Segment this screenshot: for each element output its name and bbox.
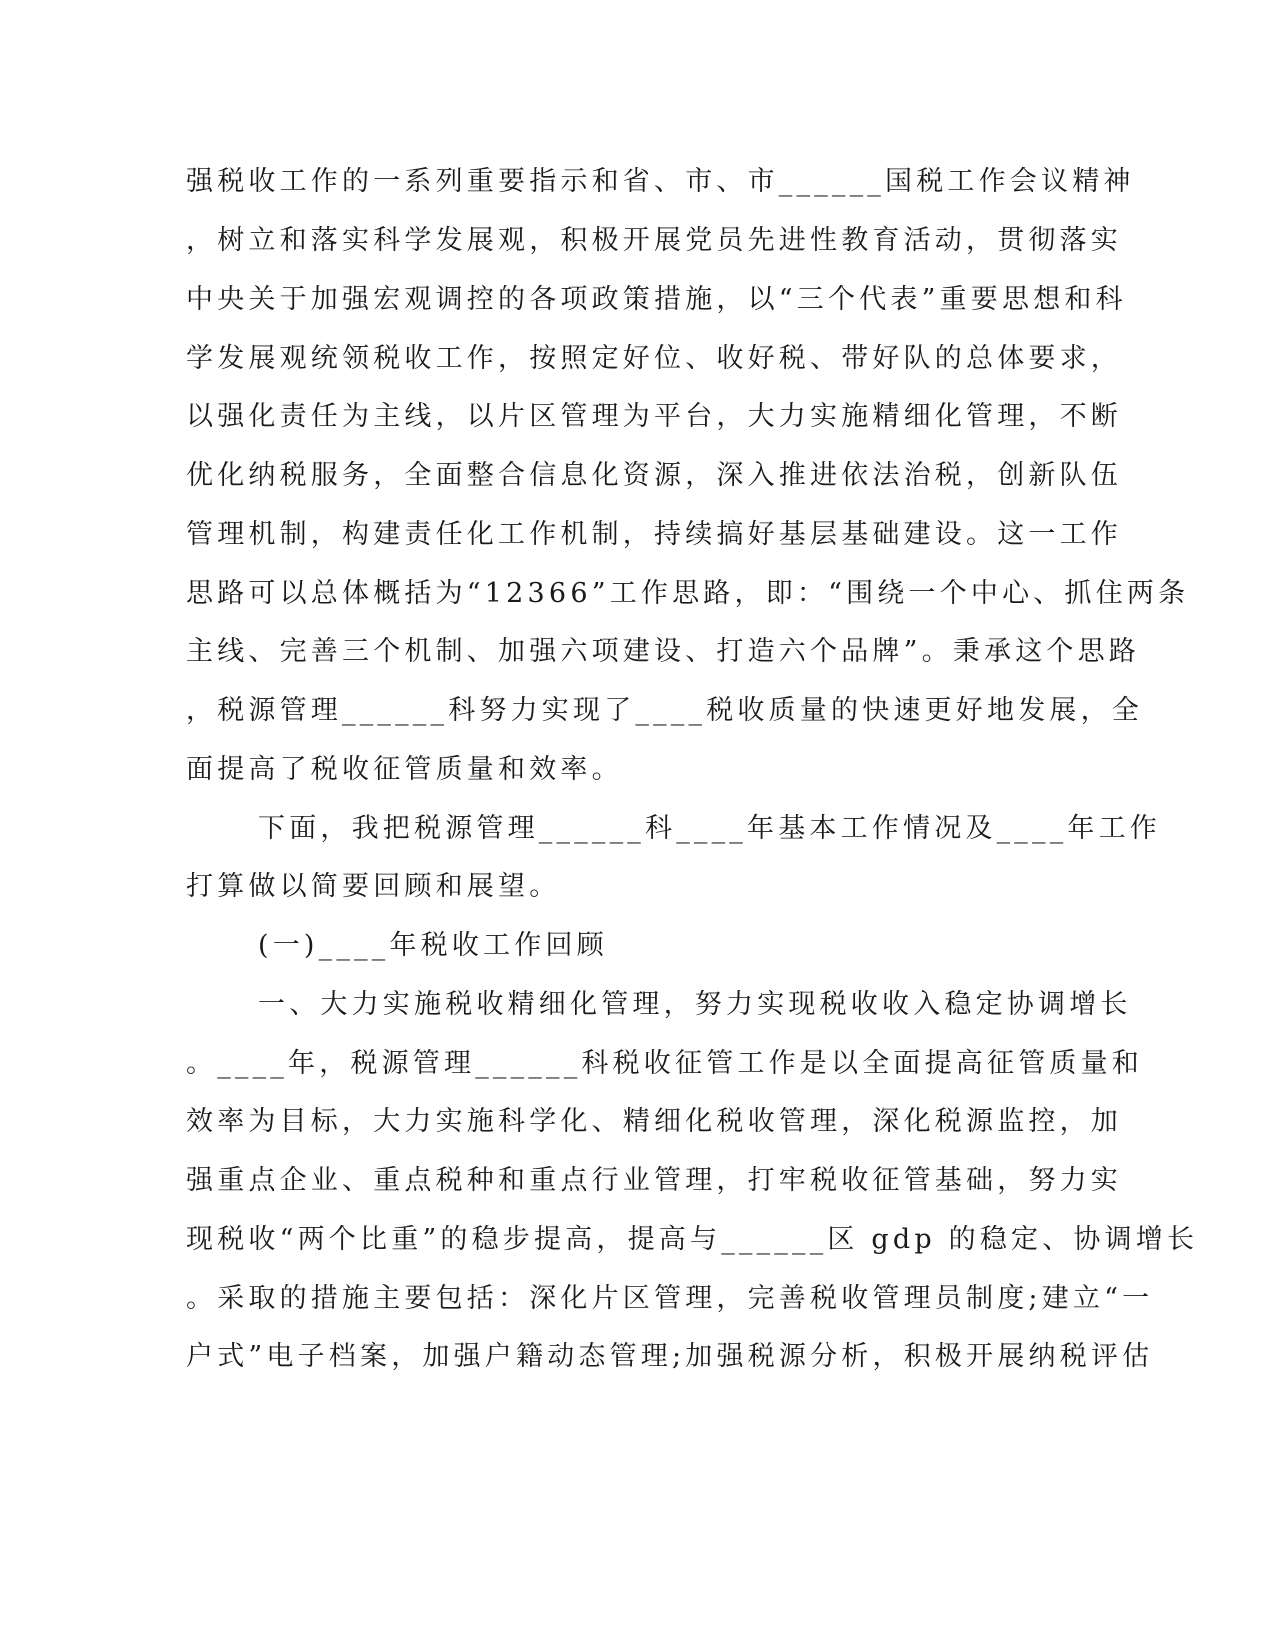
text-line: 现税收“两个比重”的稳步提高，提高与______区 gdp 的稳定、协调增长 [186, 1224, 1199, 1255]
text-line: 学发展观统领税收工作，按照定好位、收好税、带好队的总体要求， [186, 343, 1122, 374]
text-line: 效率为目标，大力实施科学化、精细化税收管理，深化税源监控，加 [186, 1106, 1122, 1137]
text-line: ，树立和落实科学发展观，积极开展党员先进性教育活动，贯彻落实 [186, 225, 1122, 256]
text-line: 。____年，税源管理______科税收征管工作是以全面提高征管质量和 [186, 1048, 1143, 1079]
text-line: 中央关于加强宏观调控的各项政策措施，以“三个代表”重要思想和科 [186, 284, 1127, 315]
text-line: 管理机制，构建责任化工作机制，持续搞好基层基础建设。这一工作 [186, 519, 1122, 550]
section-heading: (一)____年税收工作回顾 [258, 930, 608, 961]
text-line: ，税源管理______科努力实现了____税收质量的快速更好地发展，全 [186, 695, 1143, 726]
text-line: 优化纳税服务，全面整合信息化资源，深入推进依法治税，创新队伍 [186, 460, 1122, 491]
text-line: 强税收工作的一系列重要指示和省、市、市______国税工作会议精神 [186, 166, 1135, 197]
text-line: 。采取的措施主要包括：深化片区管理，完善税收管理员制度;建立“一 [186, 1283, 1154, 1314]
text-line: 以强化责任为主线，以片区管理为平台，大力实施精细化管理，不断 [186, 401, 1122, 432]
text-line: 户式”电子档案，加强户籍动态管理;加强税源分析，积极开展纳税评估 [186, 1341, 1154, 1372]
text-line: 思路可以总体概括为“12366”工作思路，即：“围绕一个中心、抓住两条 [186, 578, 1190, 609]
text-line: 打算做以简要回顾和展望。 [186, 871, 561, 902]
paragraph-first-line: 下面，我把税源管理______科____年基本工作情况及____年工作 [258, 813, 1161, 844]
text-line: 强重点企业、重点税种和重点行业管理，打牢税收征管基础，努力实 [186, 1165, 1122, 1196]
text-line: 主线、完善三个机制、加强六项建设、打造六个品牌”。秉承这个思路 [186, 636, 1141, 667]
paragraph-first-line: 一、大力实施税收精细化管理，努力实现税收收入稳定协调增长 [258, 989, 1132, 1020]
text-line: 面提高了税收征管质量和效率。 [186, 754, 623, 785]
